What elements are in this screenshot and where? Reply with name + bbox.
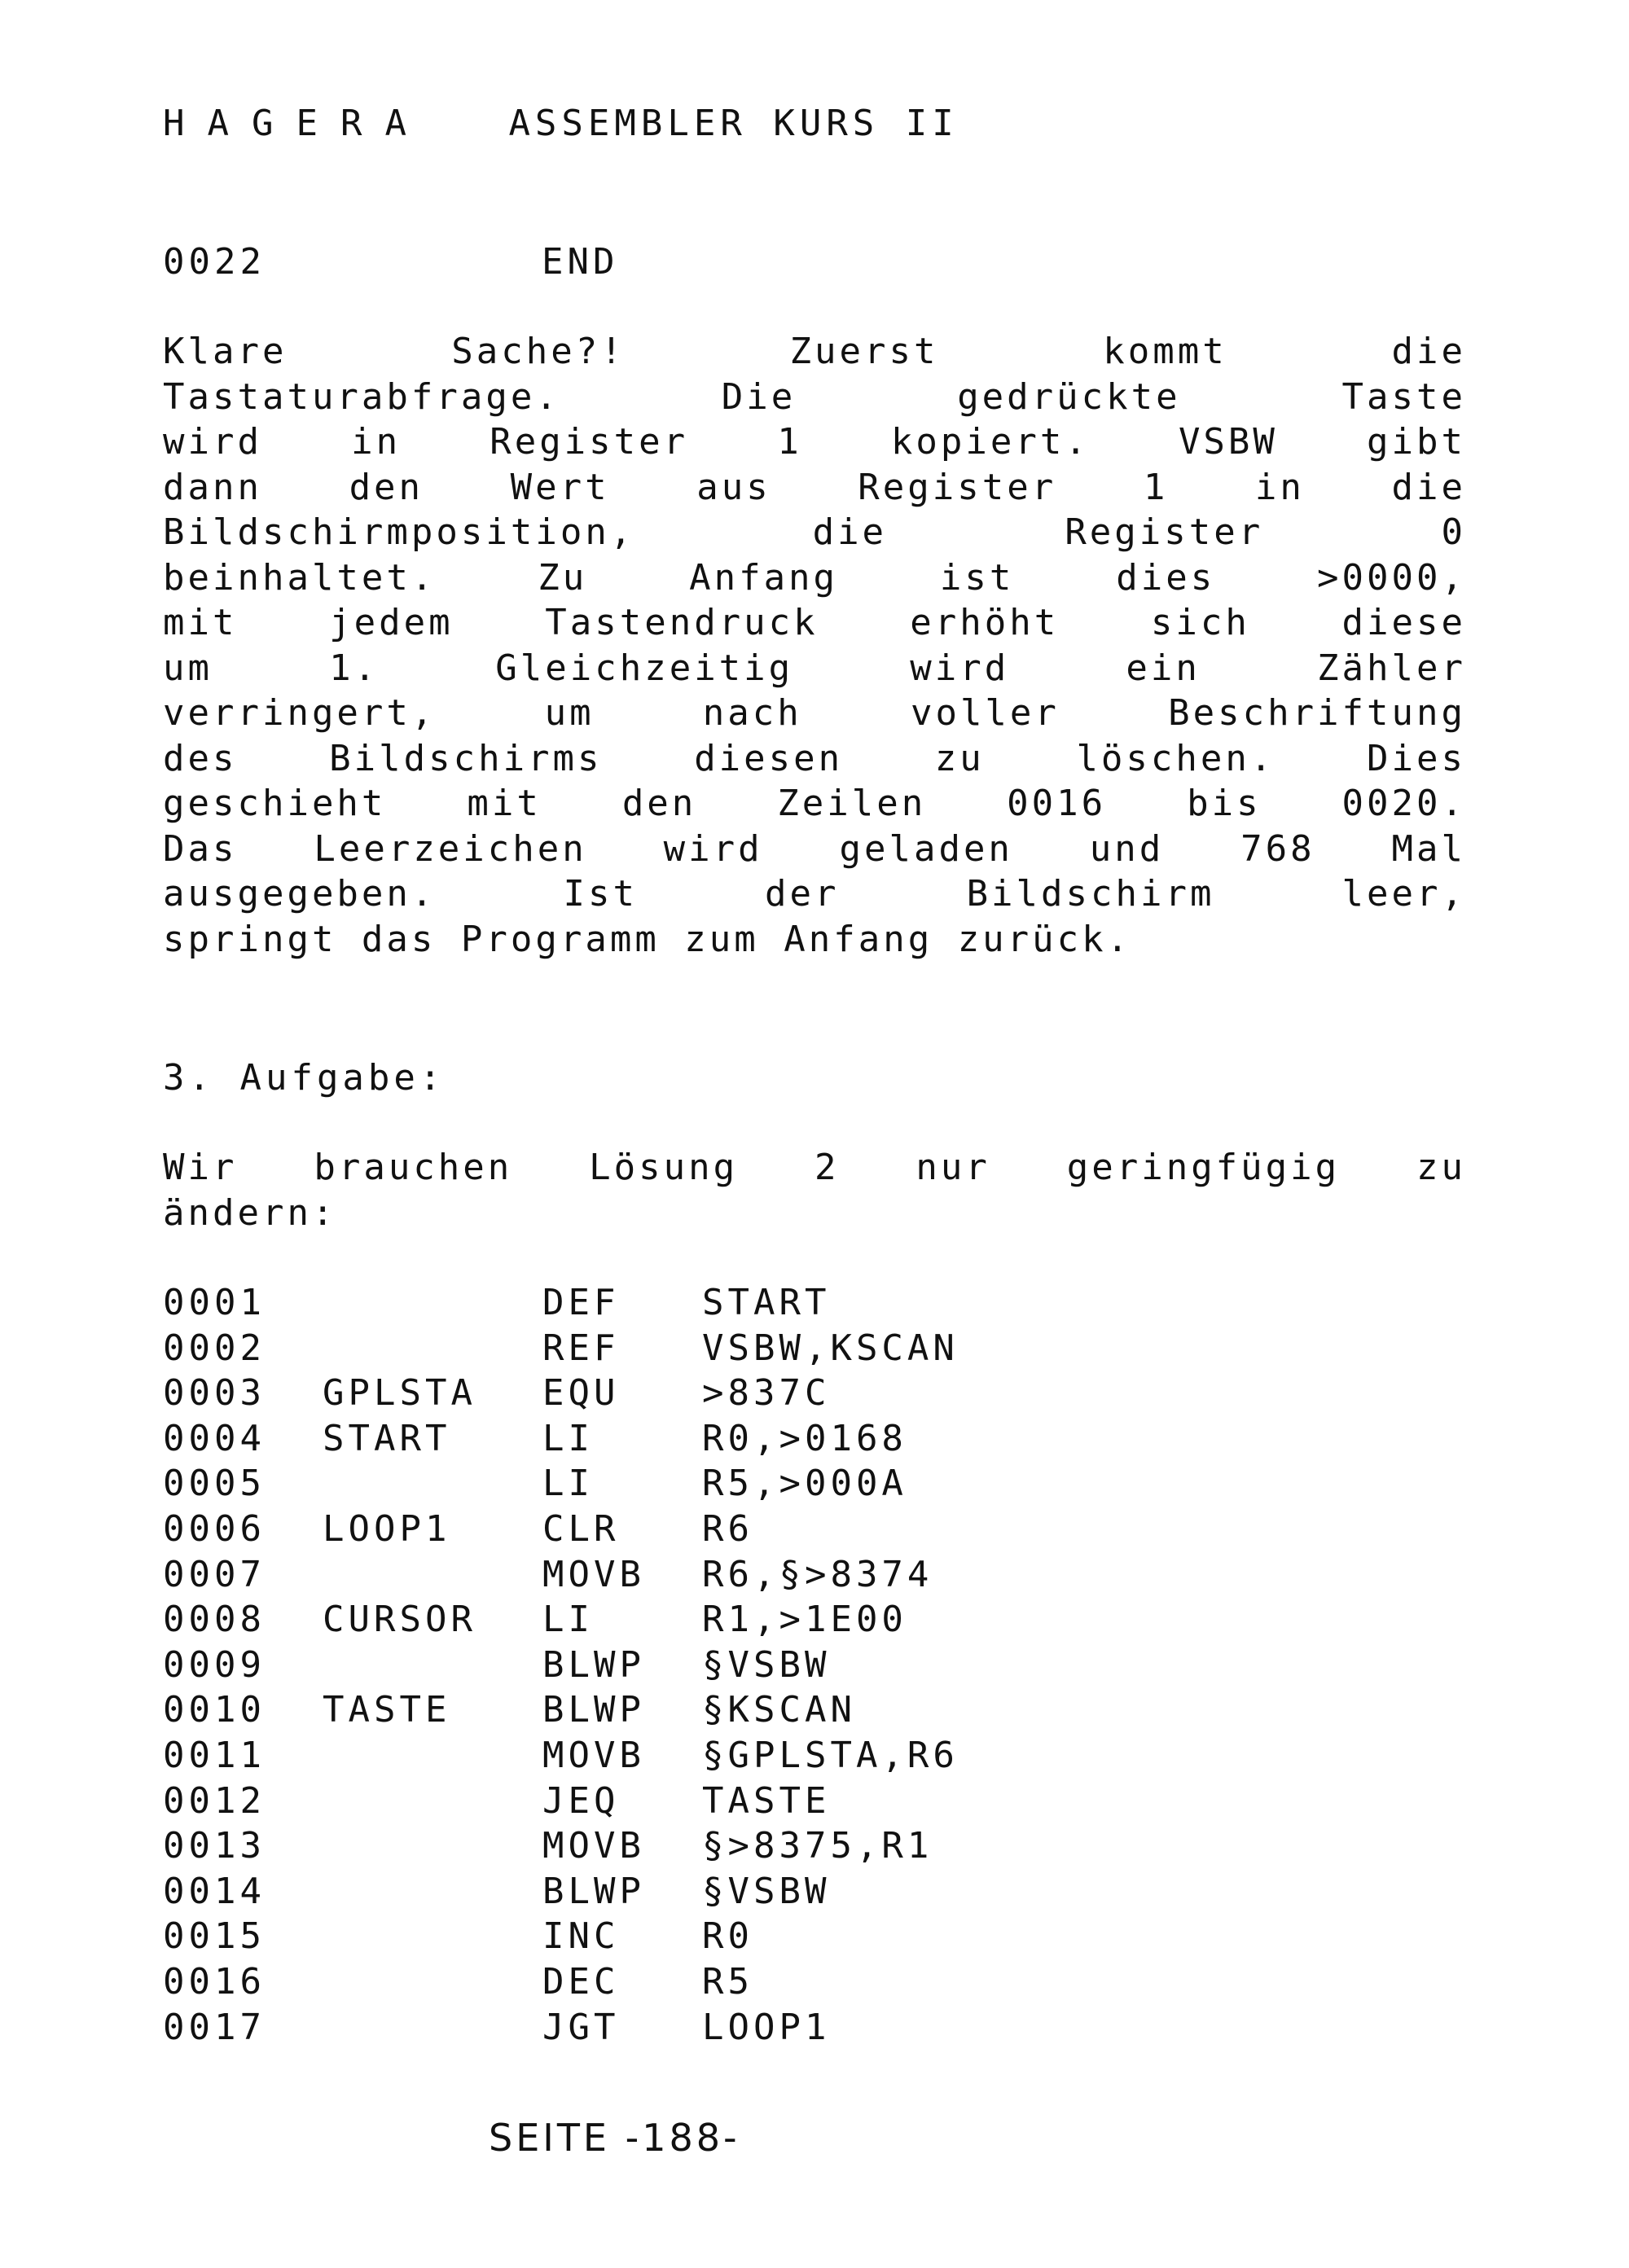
code-label: LOOP1 <box>323 1507 451 1550</box>
code-line-number: 0011 <box>163 1734 266 1776</box>
code-operand: START <box>702 1282 831 1323</box>
code-row <box>163 1552 1272 1598</box>
code-operand: R6,§>8374 <box>702 1553 933 1595</box>
code-operand: §KSCAN <box>702 1689 856 1731</box>
code-opcode: REF <box>542 1327 620 1369</box>
code-line-number: 0004 <box>163 1417 266 1459</box>
code-line-number: 0007 <box>163 1553 266 1595</box>
code-line-number: 0002 <box>163 1327 266 1369</box>
page-number-footer: SEITE -188- <box>489 2116 740 2160</box>
paragraph-line: Klare Sache?! Zuerst kommt die <box>163 331 1466 372</box>
paragraph-line: um 1. Gleichzeitig wird ein Zähler <box>163 647 1466 689</box>
paragraph-line: wird in Register 1 kopiert. VSBW gibt <box>163 421 1466 463</box>
code-operand: VSBW,KSCAN <box>702 1327 959 1369</box>
paragraph-line: des Bildschirms diesen zu löschen. Dies <box>163 737 1466 779</box>
paragraph-line: dann den Wert aus Register 1 in die <box>163 466 1466 508</box>
code-row <box>163 1597 1272 1643</box>
code-operand: TASTE <box>702 1779 831 1822</box>
code-operand: R5,>000A <box>702 1463 907 1505</box>
paragraph-line: ausgegeben. Ist der Bildschirm leer, <box>163 873 1466 915</box>
paragraph-line: springt das Programm zum Anfang zurück. <box>163 918 1132 960</box>
code-opcode: CLR <box>542 1507 620 1550</box>
code-line-number: 0010 <box>163 1689 266 1731</box>
code-opcode: LI <box>542 1417 594 1459</box>
code-label: CURSOR <box>323 1599 476 1641</box>
code-row <box>163 1823 1272 1869</box>
code-line-number: 0014 <box>163 1870 266 1912</box>
assembler-listing <box>163 1280 1272 2050</box>
code-opcode: JGT <box>542 2006 620 2048</box>
code-opcode: MOVB <box>542 1734 645 1776</box>
code-operand: LOOP1 <box>702 2006 831 2048</box>
end-statement-line <box>163 241 618 283</box>
code-row <box>163 1733 1272 1779</box>
code-row <box>163 1507 1272 1552</box>
code-operand: R5 <box>702 1960 753 2003</box>
paragraph-line: Bildschirmposition, die Register 0 <box>163 511 1466 553</box>
code-opcode: JEQ <box>542 1779 620 1822</box>
paragraph-line: ändern: <box>163 1191 337 1234</box>
header-title-spaced: HAGERA <box>163 103 429 144</box>
code-line-number: 0013 <box>163 1825 266 1867</box>
code-opcode: BLWP <box>542 1643 645 1686</box>
code-line-number: 0006 <box>163 1507 266 1550</box>
code-row <box>163 1687 1272 1733</box>
paragraph-line: geschieht mit den Zeilen 0016 bis 0020. <box>163 783 1466 824</box>
code-line-number: 0017 <box>163 2006 266 2048</box>
code-operand: §GPLSTA,R6 <box>702 1734 959 1776</box>
code-line-number: 0012 <box>163 1779 266 1822</box>
code-operand: §VSBW <box>702 1870 831 1912</box>
code-line-number: 0015 <box>163 1915 266 1958</box>
code-line-number: 0005 <box>163 1463 266 1505</box>
code-label: START <box>323 1417 451 1459</box>
paragraph-line: Das Leerzeichen wird geladen und 768 Mal <box>163 827 1466 870</box>
paragraph-line: Wir brauchen Lösung 2 nur geringfügig zu <box>163 1147 1466 1188</box>
code-row <box>163 1643 1272 1688</box>
paragraph-line: beinhaltet. Zu Anfang ist dies >0000, <box>163 556 1466 599</box>
code-opcode: LI <box>542 1463 594 1505</box>
code-row <box>163 1869 1272 1915</box>
code-row <box>163 2005 1272 2051</box>
code-line-number: 0001 <box>163 1282 266 1323</box>
explanation-paragraph <box>163 329 1466 962</box>
code-row <box>163 1914 1272 1959</box>
code-row <box>163 1326 1272 1371</box>
paragraph-line: verringert, um nach voller Beschriftung <box>163 692 1466 734</box>
code-operand: R0,>0168 <box>702 1417 907 1459</box>
section-heading: 3. Aufgabe: <box>163 1057 446 1099</box>
code-opcode: INC <box>542 1915 620 1958</box>
code-operand: §VSBW <box>702 1643 831 1686</box>
code-opcode: BLWP <box>542 1689 645 1731</box>
code-line-number: 0003 <box>163 1372 266 1415</box>
code-row <box>163 1779 1272 1824</box>
code-line-number: 0009 <box>163 1643 266 1686</box>
code-line-number: 0016 <box>163 1960 266 2003</box>
code-opcode: EQU <box>542 1372 620 1415</box>
code-operand: R6 <box>702 1507 753 1550</box>
code-opcode: MOVB <box>542 1825 645 1867</box>
header-title-rest: ASSEMBLER KURS II <box>508 103 959 144</box>
intro-paragraph <box>163 1145 1466 1235</box>
code-row <box>163 1416 1272 1462</box>
paragraph-line: Tastaturabfrage. Die gedrückte Taste <box>163 375 1466 418</box>
paragraph-line: mit jedem Tastendruck erhöht sich diese <box>163 602 1466 643</box>
code-operand: R0 <box>702 1915 753 1958</box>
page-header <box>163 103 959 144</box>
code-opcode: BLWP <box>542 1870 645 1912</box>
code-opcode: DEC <box>542 1960 620 2003</box>
code-row <box>163 1461 1272 1507</box>
code-opcode: DEF <box>542 1282 620 1323</box>
end-instruction: END <box>542 241 619 283</box>
code-line-number: 0008 <box>163 1599 266 1641</box>
code-operand: >837C <box>702 1372 831 1415</box>
code-row <box>163 1959 1272 2005</box>
code-opcode: MOVB <box>542 1553 645 1595</box>
code-operand: R1,>1E00 <box>702 1599 907 1641</box>
code-operand: §>8375,R1 <box>702 1825 933 1867</box>
code-opcode: LI <box>542 1599 594 1641</box>
code-row <box>163 1371 1272 1416</box>
end-line-number: 0022 <box>163 241 266 283</box>
code-row <box>163 1280 1272 1326</box>
code-label: TASTE <box>323 1689 451 1731</box>
code-label: GPLSTA <box>323 1372 476 1415</box>
